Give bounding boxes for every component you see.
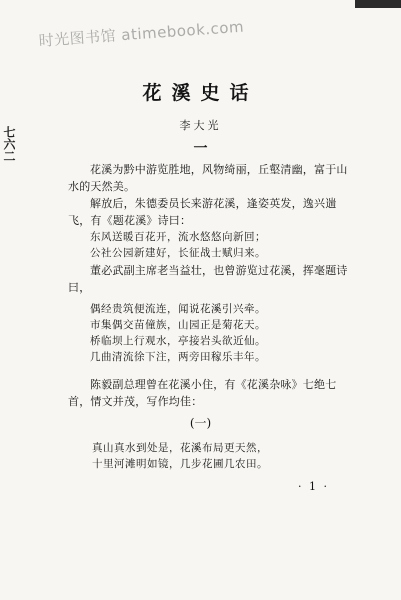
subsection-number: (一)	[189, 416, 212, 430]
paragraph-chen-yi: 陈毅副总理曾在花溪小住，有《花溪杂咏》七绝七首，情文并茂，写作均佳：	[68, 378, 337, 408]
paragraph-dong-biwu: 董必武副主席老当益壮，也曾游览过花溪，挥毫题诗曰，	[68, 264, 348, 294]
poem-line: 真山真水到处是，花溪布局更天然，	[92, 442, 268, 454]
margin-page-number: 七六二	[2, 126, 16, 162]
paragraph-zhu-de: 解放后，朱德委员长来游花溪，逢姿英发，逸兴遄飞，有《题花溪》诗曰：	[68, 197, 337, 227]
article-title: 花溪史话	[142, 82, 259, 104]
watermark: 时光图书馆 atimebook.com	[38, 17, 245, 50]
section-number: 一	[193, 141, 208, 157]
poem-line: 偶经贵筑便流连，闻说花溪引兴牵。	[90, 303, 266, 315]
poem-dong-biwu	[90, 301, 360, 365]
poem-line: 东风送暖百花开，流水悠悠向新回；	[90, 231, 266, 243]
poem-line: 市集偶交苗僮族，山园正是菊花天。	[90, 319, 266, 331]
poem-zhu-de	[90, 229, 360, 261]
poem-line: 公社公园新建好，长征战士赋归来。	[90, 247, 266, 259]
page-number: · 1 ·	[298, 480, 329, 493]
poem-chen-yi	[92, 440, 362, 472]
poem-line: 几曲清流徐下注，两旁田稼乐丰年。	[90, 351, 266, 363]
author-name: 李大光	[179, 119, 222, 132]
poem-line: 十里河滩明如镜，几步花圃几农田。	[92, 458, 268, 470]
poem-line: 桥临坝上行观水，亭接岩头欲近仙。	[90, 335, 266, 347]
scan-edge-strip	[355, 0, 401, 8]
paragraph-intro: 花溪为黔中游览胜地，风物绮丽，丘壑清幽，富于山水的天然美。	[68, 163, 348, 193]
